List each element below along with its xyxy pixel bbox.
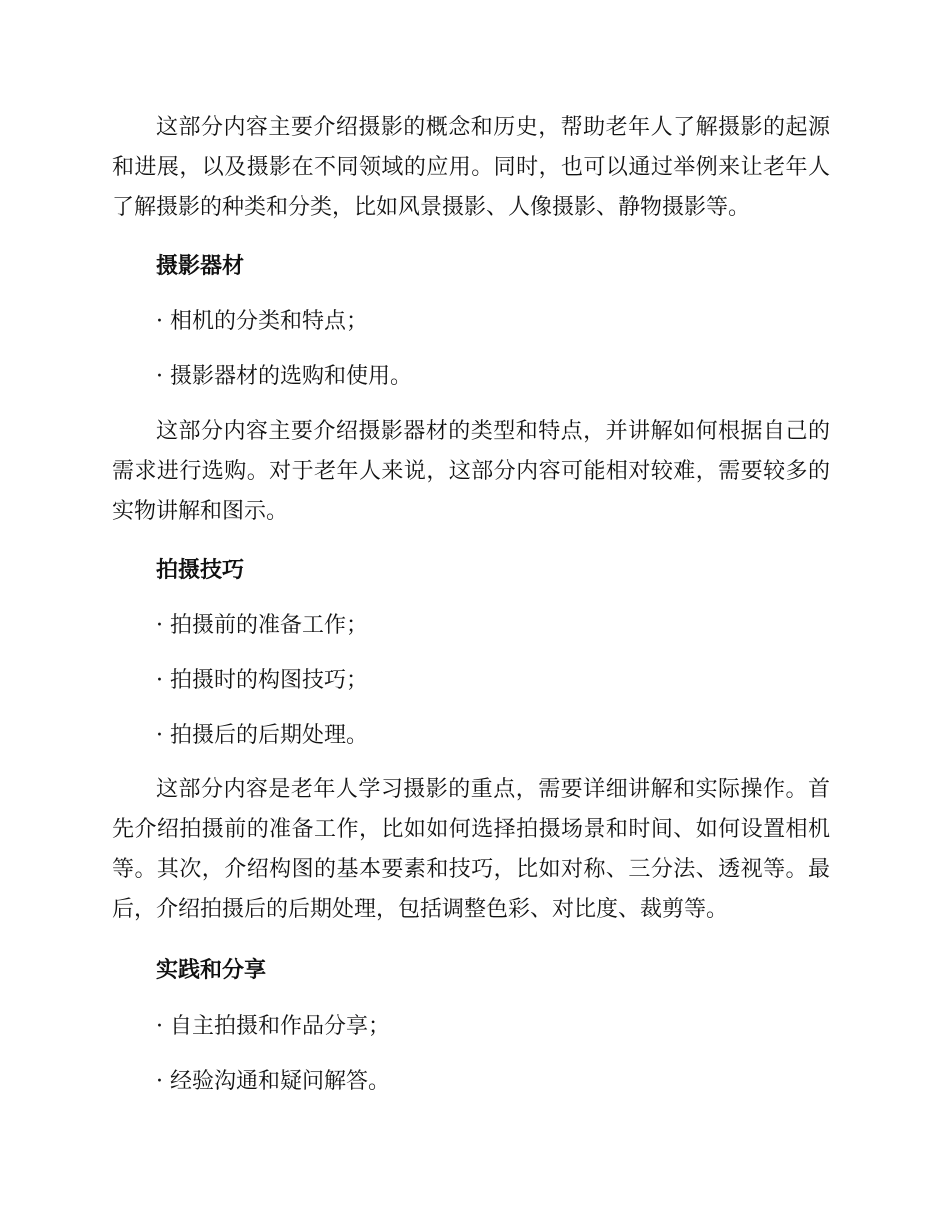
bullet-equipment-2: · 摄影器材的选购和使用。: [156, 364, 412, 389]
intro-paragraph: 这部分内容主要介绍摄影的概念和历史，帮助老年人了解摄影的起源和进展，以及摄影在不同领域的应用。同时，也可以通过举例来让老年人了解摄影的种类和分类，比如风景摄影、人像摄影、静物摄影等。: [112, 115, 830, 220]
bullet-technique-3: · 拍摄后的后期处理。: [156, 723, 368, 748]
bullet-equipment-1: · 相机的分类和特点；: [156, 309, 368, 334]
technique-paragraph: 这部分内容是老年人学习摄影的重点，需要详细讲解和实际操作。首先介绍拍摄前的准备工作，比如如何选择拍摄场景和时间、如何设置相机等。其次，介绍构图的基本要素和技巧，比如对称、三分法、透视等。最后，介绍拍摄后的后期处理，包括调整色彩、对比度、裁剪等。: [112, 777, 830, 922]
bullet-technique-2: · 拍摄时的构图技巧；: [156, 668, 368, 693]
heading-equipment: 摄影器材: [156, 254, 245, 279]
heading-technique: 拍摄技巧: [156, 558, 245, 583]
bullet-practice-2: · 经验沟通和疑问解答。: [156, 1069, 390, 1094]
bullet-practice-1: · 自主拍摄和作品分享；: [156, 1014, 390, 1039]
heading-practice: 实践和分享: [156, 958, 267, 983]
equipment-paragraph: 这部分内容主要介绍摄影器材的类型和特点，并讲解如何根据自己的需求进行选购。对于老年人来说，这部分内容可能相对较难，需要较多的实物讲解和图示。: [112, 419, 830, 524]
bullet-technique-1: · 拍摄前的准备工作；: [156, 613, 368, 638]
